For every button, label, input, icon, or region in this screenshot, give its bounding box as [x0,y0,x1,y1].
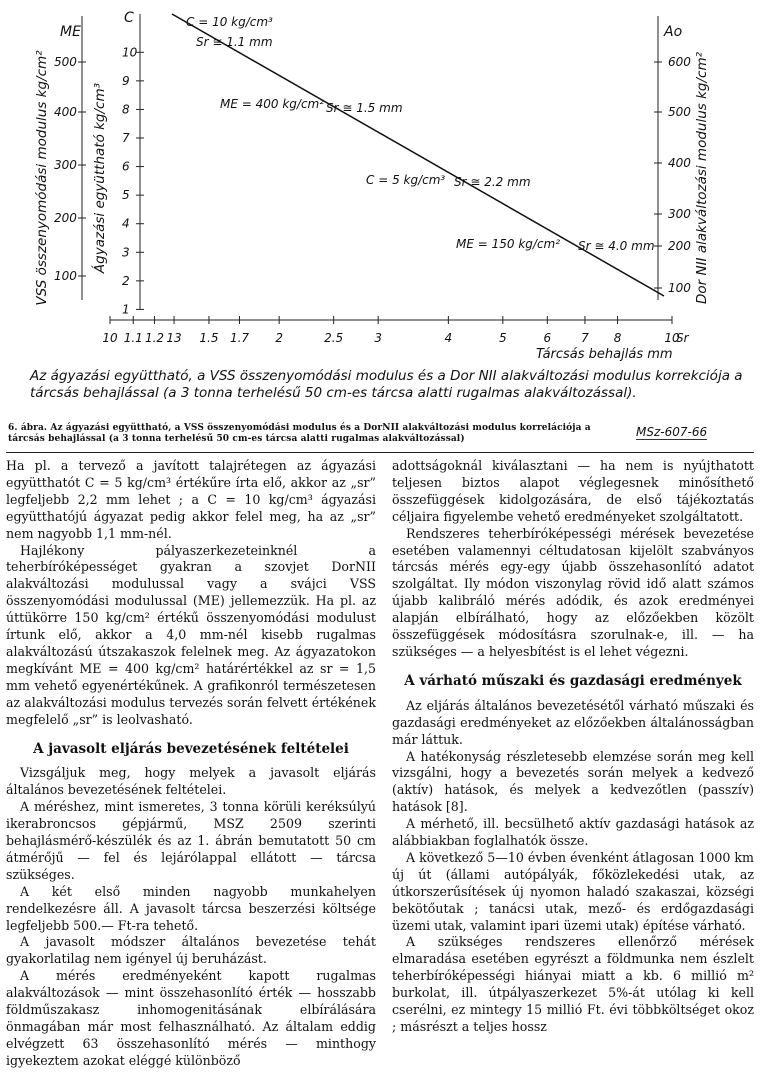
x-tick-label: 1.7 [229,331,250,345]
ao-tick-label: 600 [668,55,691,69]
paragraph: A mérés eredményeként kapott rugalmas alakváltozások — mint összehasonlító érték — hosszabb földműszakasz inhomogenitásának elbírálására önmagában már most felhasználható. Az általam eddig elvégzett 63 összehasonlító mérés — minthogy igyekeztem azokat eléggé különböző [6,968,376,1068]
c-tick-label: 4 [122,216,130,231]
c-tick-label: 9 [122,73,130,88]
paragraph: A szükséges rendszeres ellenőrző mérések elmaradása esetében egyrészt a földmunka nem észlelt teherbíróképességi hiányai miatt a kb. 6 millió m² burkolat, ill. útpályaszerkezet 5%-át utólag ki kell cserélni, ez mintegy 15 millió Ft. évi többköltséget okoz ; másrészt a teljes hossz [392,934,754,1034]
me-tick-label: 200 [54,211,77,225]
me-axis-symbol: ME [60,24,81,40]
paragraph: A mérhető, ill. becsülhető aktív gazdasági hatások az alábbiakban foglalhatók össze. [392,816,754,849]
paragraph: A két első minden nagyobb munkahelyen rendelkezésre áll. A javasolt tárcsa beszerzési költsége legfeljebb 500.— Ft-ra tehető. [6,883,376,933]
me-tick-label: 400 [54,105,77,119]
me-tick-label: 300 [54,158,77,172]
chart-annotation: C = 5 kg/cm³ [366,173,446,187]
x-tick-label: 2 [275,331,283,345]
chart-annotation: ME = 400 kg/cm² [220,97,325,111]
x-tick-label: 1.1 [123,331,143,345]
x-tick-label: 10 [102,331,118,345]
c-tick-label: 6 [122,159,130,174]
c-tick-label: 5 [122,188,130,203]
caption-divider [6,452,754,453]
c-tick-label: 2 [122,273,130,288]
paragraph: adottságoknál kiválasztani — ha nem is nyújthatott teljesen biztos alapot véglegesnek minősíthető összefüggések kidolgozására, de első tájékoztatás céljaira figyelembe vehető eredményeket szolgáltatott. [392,458,754,524]
paragraph: A méréshez, mint ismeretes, 3 tonna körüli keréksúlyú ikerabroncsos gépjármű, MSZ 2509 szerinti behajlásmérő-készülék és az 1. ábrán bemutatott 50 cm átmérőjű — fel és lejárólappal ellátott — tárcsa szükséges. [6,799,376,882]
chart-annotation: Sr ≅ 1.1 mm [196,35,273,49]
section-heading: A várható műszaki és gazdasági eredmények [404,672,742,689]
correlation-chart [0,0,760,420]
chart-annotation: Sr ≅ 4.0 mm [578,239,655,253]
x-tick-label: 8 [613,331,622,345]
x-tick-label: 7 [581,331,589,345]
x-axis-symbol: Sr [676,331,689,345]
c-axis-symbol: C [124,10,134,26]
ao-tick-label: 300 [668,207,691,221]
c-axis-label: Ágyazási együttható kg/cm³ [92,82,108,274]
paragraph: A következő 5—10 évben évenként átlagosan 1000 km új út (állami autópályák, főközlekedési utak, az útkorszerűsítések új nyomon haladó szakaszai, községi bekötőutak ; tanácsi utak, mező- és erdőgazdasági üzemi utak, valamint ipari üzemi utak) építése várható. [392,849,754,933]
chart-annotation: Sr ≅ 2.2 mm [454,175,531,189]
left-column [6,458,376,1070]
c-tick-label: 8 [122,102,130,117]
chart-annotation: C = 10 kg/cm³ [186,15,273,29]
x-tick-label: 10 [664,331,680,345]
right-column [392,458,754,1036]
x-tick-label: 13 [166,331,182,345]
ao-axis-label: Dor NII alakváltozási modulus kg/cm² [694,51,710,305]
x-tick-label: 2.5 [324,331,344,345]
x-tick-label: 1.5 [199,331,219,345]
c-tick-label: 1 [122,302,130,317]
c-tick-label: 7 [122,131,130,145]
ao-axis-symbol: Ao [664,24,683,40]
correlation-line [172,14,664,296]
c-tick-label: 10 [122,45,138,60]
paragraph: A javasolt módszer általános bevezetése tehát gyakorlatilag nem igényel új beruházást. [6,934,376,967]
chart-annotation: Sr ≅ 1.5 mm [326,101,403,115]
x-tick-label: 3 [374,331,382,345]
ao-tick-label: 100 [668,281,691,295]
ao-tick-label: 400 [668,156,691,170]
paragraph: Vizsgáljuk meg, hogy melyek a javasolt eljárás általános bevezetésének feltételei. [6,765,376,798]
paragraph: Rendszeres teherbíróképességi mérések bevezetése esetében valamennyi céltudatosan kijelölt szabványos tárcsás mérés egy-egy újabb összehasonlító adatot szolgáltat. Ily módon viszonylag rövid idő alatt számos újabb kalibráló mérés adódik, és azok eredményei alapján elbírálható, hogy az előzőekben közölt összefüggések módosításra szorulnak-e, ill. — ha szükséges — a helyesbítést is el lehet végezni. [392,525,754,659]
chart-annotation: ME = 150 kg/cm² [456,237,561,251]
paragraph: A hatékonyság részletesebb elemzése során meg kell vizsgálni, hogy a bevezetés során melyek a kedvező (aktív) hatások, és melyek a kedvezőtlen (passzív) hatások [8]. [392,748,754,815]
x-tick-label: 5 [499,331,507,345]
paragraph: Hajlékony pályaszerkezeteinknél a teherbíróképességet gyakran a szovjet DorNII alakváltozási modulussal vagy a svájci VSS összenyomódási modulussal (ME) jellemezzük. Ha pl. az úttükörre 150 kg/cm² értékű összenyomódási modulust írtunk elő, akkor a 4,0 mm-nél kisebb rugalmas alakváltozású útszakaszok felelnek meg. Az ágyazatokon megkívánt ME = 400 kg/cm² határértékkel az sr = 1,5 mm vehető egyenértékűnek. A grafikonról természetesen az alakváltozási modulus tervezés során felvett értékének megfelelő „sr” is leolvasható. [6,542,376,727]
x-tick-label: 1.2 [144,331,165,345]
figure-stamp: MSz-607-66 [636,425,708,439]
me-tick-label: 100 [54,269,77,283]
chart-handwritten-caption: Az ágyazási együttható, a VSS összenyomódási modulus és a Dor NII alakváltozási modulus korrekciója a tárcsás behajlással (a 3 tonna terhelésű 50 cm-es tárcsa alatti rugalmas alakváltozással). [30,368,743,401]
c-tick-label: 3 [122,245,130,260]
figure-caption: 6. ábra. Az ágyazási együttható, a VSS összenyomódási modulus és a DorNII alakváltozási modulus korrelációja a tárcsás behajlással (a 3 tonna terhelésű 50 cm-es tárcsa alatti rugalmas alakváltozással) [8,423,591,444]
me-tick-label: 500 [54,55,77,69]
paragraph: Az eljárás általános bevezetésétől várható műszaki és gazdasági eredményeket az előzőekben általánosságban már láttuk. [392,697,754,747]
section-heading: A javasolt eljárás bevezetésének feltételei [33,740,349,757]
x-axis-label: Tárcsás behajlás mm [536,347,673,362]
me-axis-label: VSS összenyomódási modulus kg/cm² [34,50,50,306]
ao-tick-label: 500 [668,105,691,119]
ao-tick-label: 200 [668,239,691,253]
paragraph: Ha pl. a tervező a javított talajrétegen az ágyazási együtthatót C = 5 kg/cm³ értékűre írta elő, akkor az „sr” legfeljebb 2,2 mm lehet ; a C = 10 kg/cm³ ágyazási együtthatójú ágyazat pedig akkor felel meg, ha az „sr” nem nagyobb 1,1 mm-nél. [6,458,376,541]
x-tick-label: 4 [444,331,453,345]
x-tick-label: 6 [543,331,552,345]
